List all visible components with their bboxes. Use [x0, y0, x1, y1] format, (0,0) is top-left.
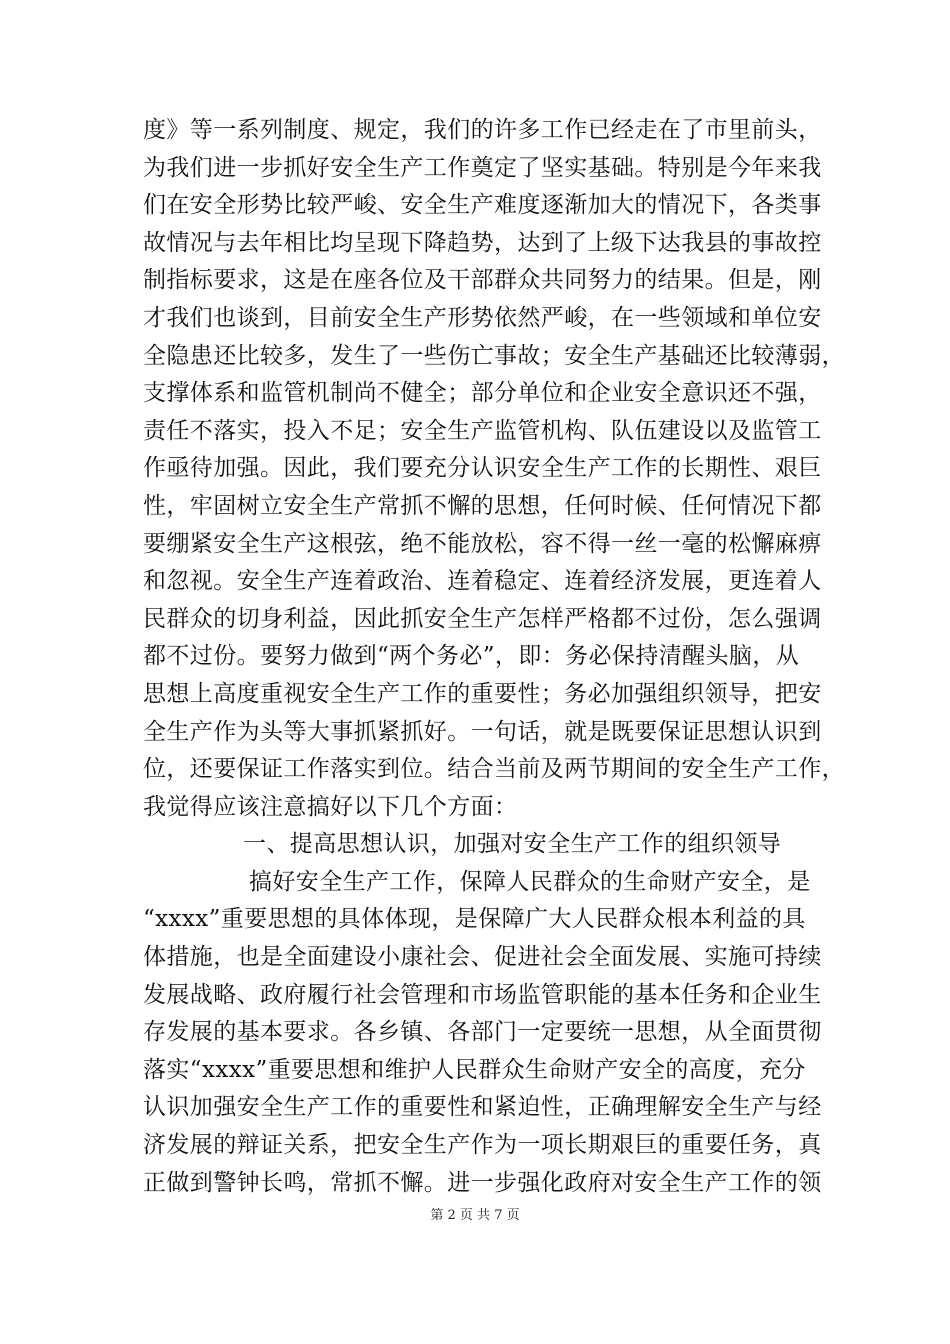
text-line: 落实“xxxx”重要思想和维护人民群众生命财产安全的高度，充分 — [143, 1056, 806, 1083]
text-line: 正做到警钟长鸣，常抓不懈。进一步强化政府对安全生产工作的领 — [143, 1169, 822, 1196]
text-line: 们在安全形势比较严峻、安全生产难度逐渐加大的情况下，各类事 — [143, 192, 822, 219]
section-heading: 一、提高思想认识，加强对安全生产工作的组织领导 — [243, 831, 782, 858]
text-line: 度》等一系列制度、规定，我们的许多工作已经走在了市里前头， — [143, 117, 822, 143]
text-line: 故情况与去年相比均呈现下降趋势，达到了上级下达我县的事故控 — [143, 229, 822, 256]
text-line: 性，牢固树立安全生产常抓不懈的思想，任何时候、任何情况下都 — [143, 492, 822, 519]
page-number — [0, 1204, 950, 1223]
text-line: 认识加强安全生产工作的重要性和紧迫性，正确理解安全生产与经 — [143, 1094, 822, 1121]
text-line: 要绷紧安全生产这根弦，绝不能放松，容不得一丝一毫的松懈麻痹 — [143, 530, 822, 557]
text-line: 思想上高度重视安全生产工作的重要性；务必加强组织领导，把安 — [143, 680, 822, 707]
text-line: 济发展的辩证关系，把安全生产作为一项长期艰巨的重要任务，真 — [143, 1132, 822, 1159]
text-line: 和忽视。安全生产连着政治、连着稳定、连着经济发展，更连着人 — [143, 568, 822, 595]
text-line: 存发展的基本要求。各乡镇、各部门一定要统一思想，从全面贯彻 — [143, 1019, 822, 1046]
text-line: 体措施，也是全面建设小康社会、促进社会全面发展、实施可持续 — [143, 944, 822, 971]
text-line: 为我们进一步抓好安全生产工作奠定了坚实基础。特别是今年来我 — [143, 154, 822, 181]
text-line: 搞好安全生产工作，保障人民群众的生命财产安全，是 — [249, 868, 811, 895]
text-line: 才我们也谈到，目前安全生产形势依然严峻，在一些领域和单位安 — [143, 304, 822, 331]
text-line: 全隐患还比较多，发生了一些伤亡事故；安全生产基础还比较薄弱， — [143, 342, 845, 369]
text-line: 支撑体系和监管机制尚不健全；部分单位和企业安全意识还不强， — [143, 380, 822, 407]
text-line: 发展战略、政府履行社会管理和市场监管职能的基本任务和企业生 — [143, 981, 822, 1008]
text-line: 民群众的切身利益，因此抓安全生产怎样严格都不过份，怎么强调 — [143, 605, 822, 632]
text-line: 我觉得应该注意搞好以下几个方面： — [143, 793, 518, 820]
text-line: 制指标要求，这是在座各位及干部群众共同努力的结果。但是，刚 — [143, 267, 822, 294]
body-text — [143, 112, 845, 1202]
text-line: 作亟待加强。因此，我们要充分认识安全生产工作的长期性、艰巨 — [143, 455, 822, 482]
text-line: “xxxx”重要思想的具体体现，是保障广大人民群众根本利益的具 — [143, 906, 806, 933]
text-line: 全生产作为头等大事抓紧抓好。一句话，就是既要保证思想认识到 — [143, 718, 822, 745]
page-number-label: 第 2 页 共 7 页 — [430, 1208, 520, 1223]
text-line: 责任不落实，投入不足；安全生产监管机构、队伍建设以及监管工 — [143, 417, 822, 444]
text-line: 都不过份。要努力做到“两个务必”，即：务必保持清醒头脑，从 — [143, 643, 800, 670]
text-line: 位，还要保证工作落实到位。结合当前及两节期间的安全生产工作， — [143, 756, 845, 783]
